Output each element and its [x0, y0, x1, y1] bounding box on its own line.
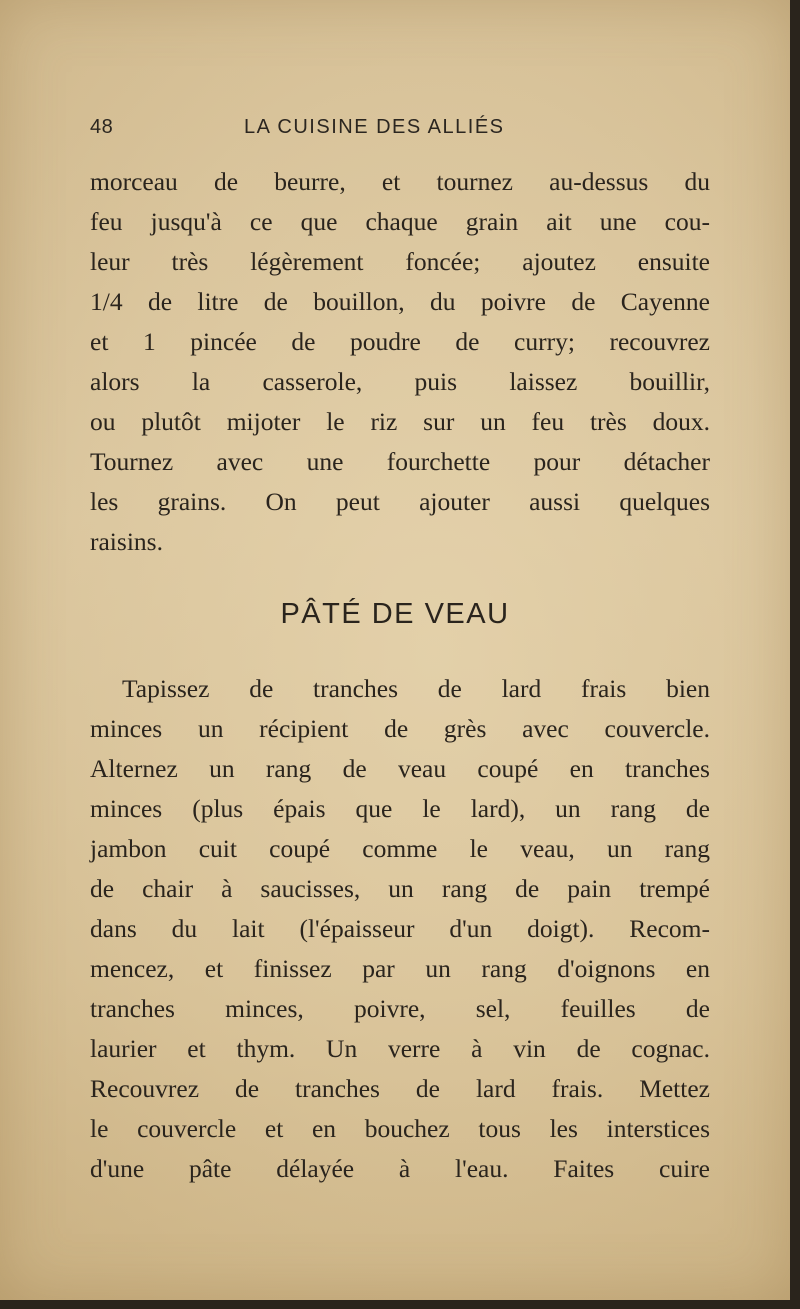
- text-line: leur très légèrement foncée; ajoutez ensuite: [90, 247, 710, 276]
- text-line: morceau de beurre, et tournez au-dessus du: [90, 167, 710, 196]
- section-title: PÂTÉ DE VEAU: [280, 598, 510, 630]
- page-header: [90, 110, 710, 146]
- text-line: tranches minces, poivre, sel, feuilles de: [90, 994, 710, 1023]
- text-line: les grains. On peut ajouter aussi quelques: [90, 487, 710, 516]
- text-line: dans du lait (l'épaisseur d'un doigt). Recom-: [90, 914, 710, 943]
- running-head: LA CUISINE DES ALLIÉS: [244, 116, 505, 138]
- text-line: ou plutôt mijoter le riz sur un feu très doux.: [90, 407, 710, 436]
- text-line: mencez, et finissez par un rang d'oignons en: [90, 954, 710, 983]
- paragraph-continued: [90, 162, 710, 562]
- text-line: Tapissez de tranches de lard frais bien: [122, 674, 710, 703]
- text-line: jambon cuit coupé comme le veau, un rang: [90, 834, 710, 863]
- text-line: 1/4 de litre de bouillon, du poivre de Cayenne: [90, 287, 710, 316]
- text-line: de chair à saucisses, un rang de pain trempé: [90, 874, 710, 903]
- text-line: Tournez avec une fourchette pour détacher: [90, 447, 710, 476]
- page-number: 48: [90, 116, 114, 138]
- text-line: feu jusqu'à ce que chaque grain ait une cou-: [90, 207, 710, 236]
- text-line: minces (plus épais que le lard), un rang de: [90, 794, 710, 823]
- text-line: Recouvrez de tranches de lard frais. Mettez: [90, 1074, 710, 1103]
- text-line: alors la casserole, puis laissez bouillir,: [90, 367, 710, 396]
- text-line: et 1 pincée de poudre de curry; recouvrez: [90, 327, 710, 356]
- text-line: Alternez un rang de veau coupé en tranches: [90, 754, 710, 783]
- recipe-paragraph: [90, 669, 710, 1189]
- text-line: raisins.: [90, 527, 163, 556]
- text-line: le couvercle et en bouchez tous les interstices: [90, 1114, 710, 1143]
- text-line: minces un récipient de grès avec couvercle.: [90, 714, 710, 743]
- text-line: laurier et thym. Un verre à vin de cognac.: [90, 1034, 710, 1063]
- text-line: d'une pâte délayée à l'eau. Faites cuire: [90, 1154, 710, 1183]
